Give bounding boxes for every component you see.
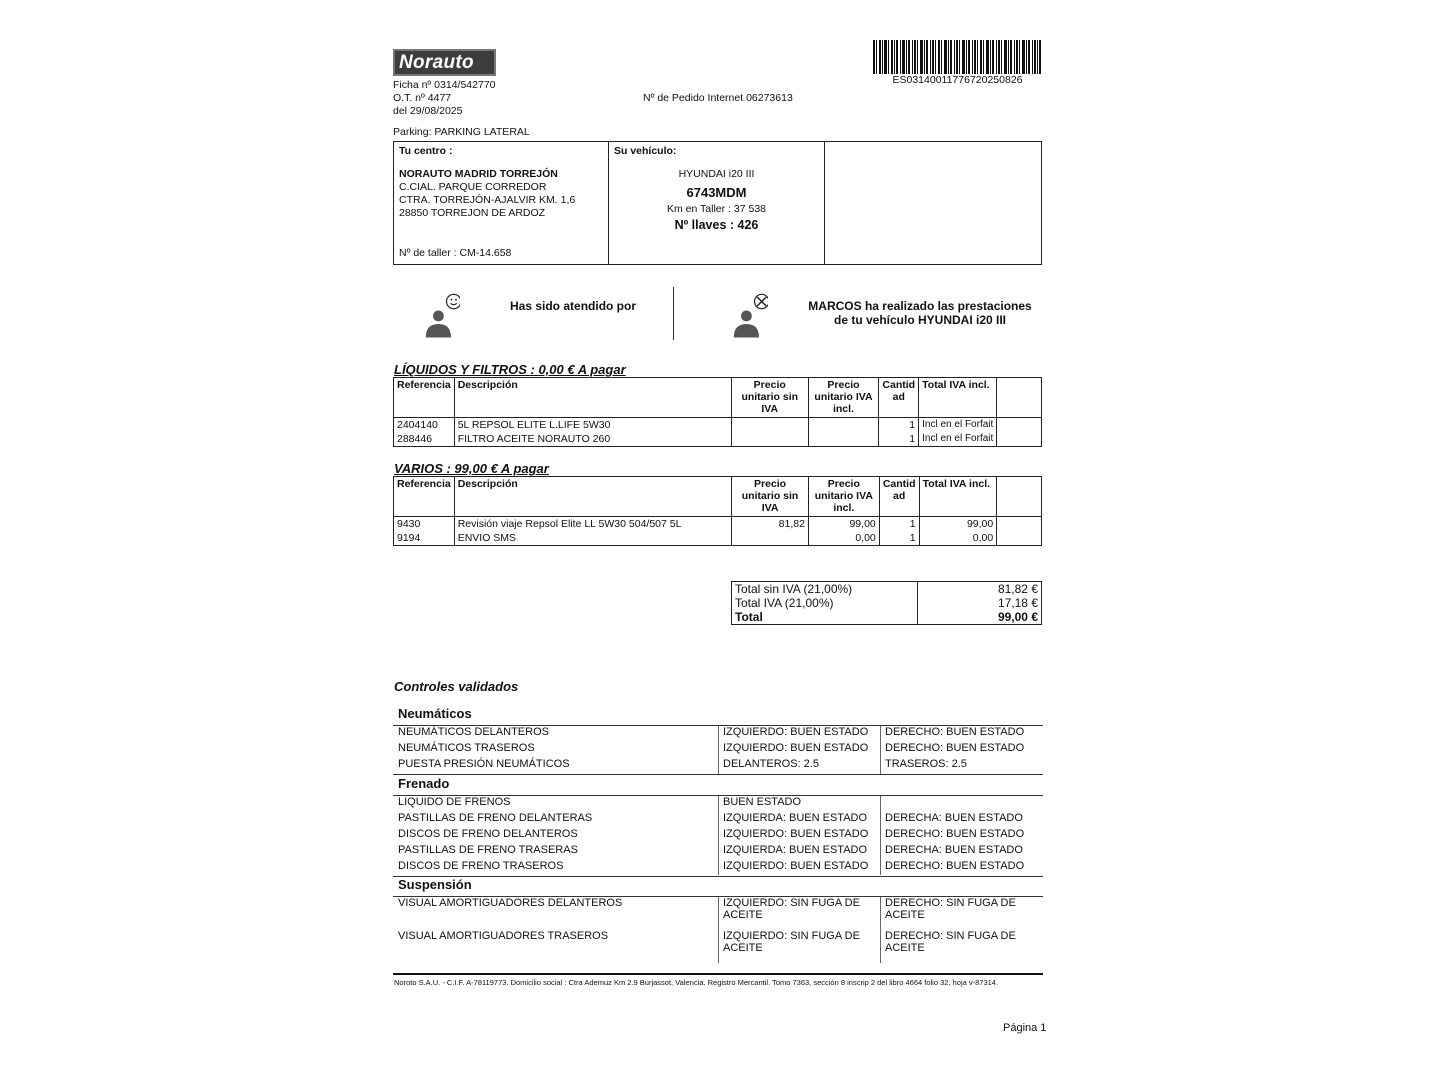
total-label: Total	[732, 610, 918, 625]
table-row	[394, 531, 1042, 546]
vehicle-plate: 6743MDM	[686, 185, 747, 200]
totals-row	[732, 610, 1042, 625]
centro-address-1: C.CIAL. PARQUE CORREDOR	[399, 181, 547, 193]
total-iva-label: Total IVA (21,00%)	[732, 596, 918, 610]
row-blank	[997, 432, 1042, 447]
control-left-1: IZQUIERDO: SIN FUGA DE	[723, 897, 860, 909]
controles-title: Controles validados	[394, 679, 519, 694]
control-item: VISUAL AMORTIGUADORES TRASEROS	[398, 930, 609, 942]
row-blank	[997, 517, 1042, 532]
row-cant: 1	[879, 531, 919, 546]
frenado-col-divider-2	[880, 796, 881, 875]
control-right: DERECHO: BUEN ESTADO	[885, 742, 1025, 754]
control-left: IZQUIERDO: BUEN ESTADO	[723, 742, 869, 754]
total-value: 99,00 €	[918, 610, 1042, 625]
liquidos-table	[393, 377, 1042, 447]
norauto-logo: Norauto	[393, 49, 496, 76]
row-cant: 1	[879, 517, 919, 532]
row-desc: 5L REPSOL ELITE L.LIFE 5W30	[454, 418, 731, 433]
centro-column	[394, 142, 609, 264]
control-item: PASTILLAS DE FRENO TRASERAS	[398, 844, 578, 856]
row-desc: Revisión viaje Repsol Elite LL 5W30 504/507 5L	[454, 517, 731, 532]
vehicle-keys: Nº llaves : 426	[674, 218, 759, 232]
control-right-2: ACEITE	[885, 942, 925, 954]
vehicle-column	[609, 142, 825, 264]
vehicle-label: Su vehículo:	[614, 145, 677, 157]
suspension-col-divider-1	[718, 897, 719, 963]
control-item: LIQUIDO DE FRENOS	[398, 796, 511, 808]
header-pu-sin: Precio unitario sin IVA	[731, 378, 808, 418]
totals-table	[731, 581, 1042, 625]
control-left: IZQUIERDO: BUEN ESTADO	[723, 860, 869, 872]
row-pu-con: 99,00	[808, 517, 879, 532]
neumaticos-title: Neumáticos	[398, 706, 472, 721]
totals-row	[732, 582, 1042, 597]
row-pu-sin	[731, 418, 808, 433]
row-cant: 1	[879, 418, 919, 433]
performed-by-text	[790, 299, 1050, 327]
control-left: IZQUIERDA: BUEN ESTADO	[723, 844, 868, 856]
header-desc: Descripción	[454, 477, 731, 517]
control-item: PUESTA PRESIÓN NEUMÁTICOS	[398, 758, 570, 770]
row-ref: 288446	[394, 432, 455, 447]
control-item: NEUMÁTICOS TRASEROS	[398, 742, 535, 754]
footer-rule	[393, 973, 1043, 975]
control-right: DERECHA: BUEN ESTADO	[885, 812, 1023, 824]
row-pu-sin	[731, 432, 808, 447]
neumaticos-bottom-rule	[393, 774, 1043, 775]
header-cant: Cantidad	[879, 477, 919, 517]
date: del 29/08/2025	[393, 105, 463, 117]
row-desc: ENVIO SMS	[454, 531, 731, 546]
performed-line-2: de tu vehículo HYUNDAI i20 III	[833, 313, 1007, 327]
total-iva-value: 17,18 €	[918, 596, 1042, 610]
row-ref: 9194	[394, 531, 455, 546]
row-desc: FILTRO ACEITE NORAUTO 260	[454, 432, 731, 447]
header-pu-con: Precio unitario IVA incl.	[808, 477, 879, 517]
control-right: DERECHO: BUEN ESTADO	[885, 860, 1025, 872]
row-total: Incl en el Forfait	[919, 432, 997, 447]
center-vehicle-box	[393, 141, 1042, 265]
row-blank	[997, 531, 1042, 546]
control-right: DERECHO: BUEN ESTADO	[885, 726, 1025, 738]
suspension-col-divider-2	[880, 897, 881, 963]
header-pu-con: Precio unitario IVA incl.	[808, 378, 879, 418]
table-header	[394, 477, 1042, 517]
frenado-col-divider-1	[718, 796, 719, 875]
control-left: DELANTEROS: 2.5	[723, 758, 819, 770]
header-total: Total IVA incl.	[919, 378, 997, 418]
header-total: Total IVA incl.	[919, 477, 997, 517]
control-item: NEUMÁTICOS DELANTEROS	[398, 726, 549, 738]
header-desc: Descripción	[454, 378, 731, 418]
control-item: PASTILLAS DE FRENO DELANTERAS	[398, 812, 593, 824]
divider	[673, 287, 674, 340]
barcode	[873, 40, 1041, 74]
row-pu-sin	[732, 531, 809, 546]
centro-label: Tu centro :	[399, 145, 453, 157]
row-pu-con: 0,00	[808, 531, 879, 546]
table-row	[394, 432, 1042, 447]
mechanic-icon	[732, 291, 768, 339]
control-left: IZQUIERDA: BUEN ESTADO	[723, 812, 868, 824]
header-pu-sin: Precio unitario sin IVA	[732, 477, 809, 517]
blank-column	[825, 142, 1041, 264]
attended-by-text: Has sido atendido por	[510, 299, 637, 313]
frenado-title: Frenado	[398, 776, 450, 791]
control-right-1: DERECHO: SIN FUGA DE	[885, 930, 1016, 942]
performed-line-1: MARCOS ha realizado las prestaciones	[808, 299, 1032, 313]
centro-name: NORAUTO MADRID TORREJÓN	[399, 168, 558, 180]
control-item: DISCOS DE FRENO DELANTEROS	[398, 828, 578, 840]
vehicle-km: Km en Taller : 37 538	[666, 203, 767, 215]
control-left-1: IZQUIERDO: SIN FUGA DE	[723, 930, 860, 942]
control-right: DERECHO: BUEN ESTADO	[885, 828, 1025, 840]
centro-address-3: 28850 TORREJON DE ARDOZ	[399, 207, 546, 219]
varios-title: VARIOS : 99,00 € A pagar	[394, 461, 549, 476]
control-right: DERECHA: BUEN ESTADO	[885, 844, 1023, 856]
vehicle-model: HYUNDAI i20 III	[678, 168, 755, 180]
ficha-number: Ficha nº 0314/542770	[393, 79, 496, 91]
row-total: 99,00	[919, 517, 997, 532]
neumaticos-col-divider-2	[880, 726, 881, 774]
row-ref: 2404140	[394, 418, 455, 433]
totals-row	[732, 596, 1042, 610]
row-total: 0,00	[919, 531, 997, 546]
control-left: IZQUIERDO: BUEN ESTADO	[723, 828, 869, 840]
control-left: IZQUIERDO: BUEN ESTADO	[723, 726, 869, 738]
control-right: TRASEROS: 2.5	[885, 758, 967, 770]
total-sin-iva-label: Total sin IVA (21,00%)	[732, 582, 918, 597]
table-row	[394, 418, 1042, 433]
pedido-number: Nº de Pedido Internet 06273613	[643, 92, 793, 104]
row-total: Incl en el Forfait	[919, 418, 997, 433]
control-item: VISUAL AMORTIGUADORES DELANTEROS	[398, 897, 623, 909]
control-left-2: ACEITE	[723, 942, 763, 954]
table-header	[394, 378, 1042, 418]
neumaticos-col-divider-1	[718, 726, 719, 774]
attendant-icon	[424, 291, 460, 339]
control-right-2: ACEITE	[885, 909, 925, 921]
row-pu-con	[808, 418, 879, 433]
parking: Parking: PARKING LATERAL	[393, 126, 530, 138]
footer-legal: Noroto S.A.U. - C.I.F. A-78119773. Domicilio social : Ctra Ademuz Km 2.9 Burjassot, Valencia. Registro Mercantil. Tomo 7363, sección 8 inscrip 2 del libro 4664 folio 32, hoja v-87314.	[394, 978, 999, 987]
ot-number: O.T. nº 4477	[393, 92, 452, 104]
row-ref: 9430	[394, 517, 455, 532]
page-number: Página 1	[1003, 1022, 1047, 1034]
control-right-1: DERECHO: SIN FUGA DE	[885, 897, 1016, 909]
barcode-number: ES03140011776720250826	[892, 74, 1023, 86]
row-blank	[997, 418, 1042, 433]
row-pu-con	[808, 432, 879, 447]
row-cant: 1	[879, 432, 919, 447]
header-cant: Cantidad	[879, 378, 919, 418]
control-item: DISCOS DE FRENO TRASEROS	[398, 860, 564, 872]
header-blank	[997, 378, 1042, 418]
suspension-title: Suspensión	[398, 877, 472, 892]
control-left: BUEN ESTADO	[723, 796, 802, 808]
header-blank	[997, 477, 1042, 517]
taller-number: Nº de taller : CM-14.658	[399, 247, 512, 259]
row-pu-sin: 81,82	[732, 517, 809, 532]
liquidos-title: LÍQUIDOS Y FILTROS : 0,00 € A pagar	[394, 362, 626, 377]
header-ref: Referencia	[394, 378, 455, 418]
total-sin-iva-value: 81,82 €	[918, 582, 1042, 597]
table-row	[394, 517, 1042, 532]
frenado-bottom-rule	[393, 876, 1043, 877]
header-ref: Referencia	[394, 477, 455, 517]
control-left-2: ACEITE	[723, 909, 763, 921]
varios-table	[393, 476, 1042, 546]
centro-address-2: CTRA. TORREJÓN-AJALVIR KM. 1,6	[399, 194, 576, 206]
